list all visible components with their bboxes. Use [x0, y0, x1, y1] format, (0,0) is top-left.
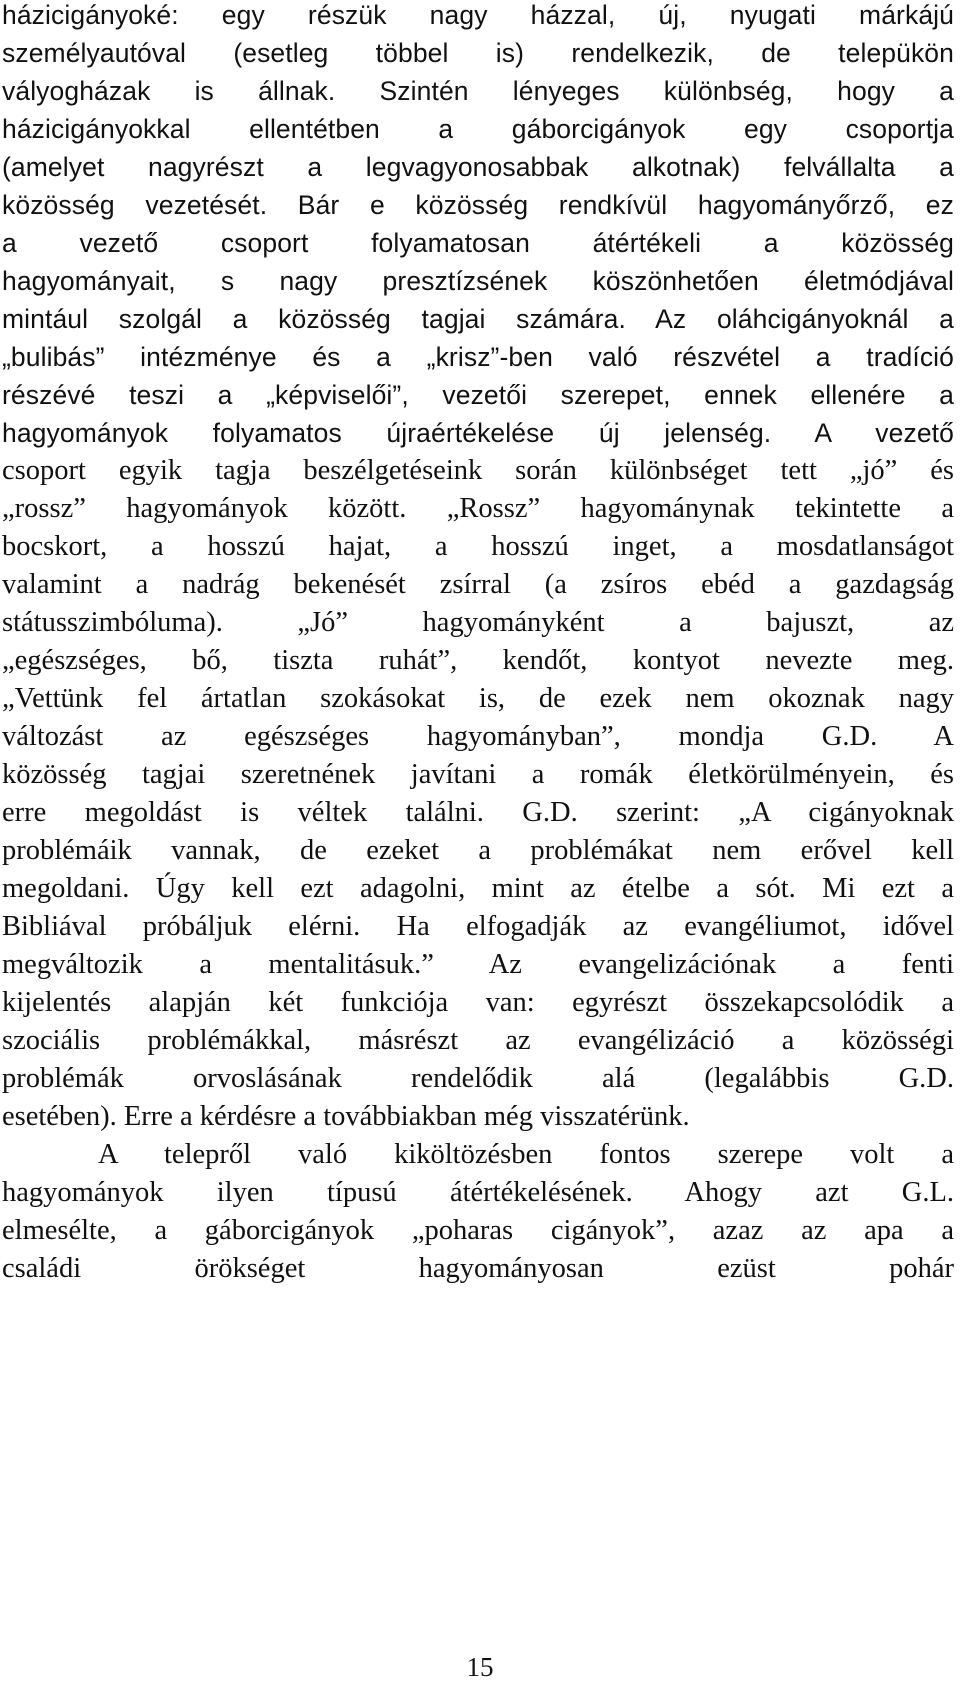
text-line: problémák orvoslásának rendelődik alá (legalábbis G.D.: [2, 1063, 954, 1094]
text-line: közösség vezetését. Bár e közösség rendkívül hagyományőrző, ez: [2, 190, 954, 220]
text-line: elmesélte, a gáborcigányok „poharas cigányok”, azaz az apa a: [2, 1215, 954, 1246]
text-line: házicigányoké: egy részük nagy házzal, új, nyugati márkájú: [2, 0, 954, 30]
text-line: „rossz” hagyományok között. „Rossz” hagyománynak tekintette a: [2, 493, 954, 524]
text-line: családi örökséget hagyományosan ezüst pohár: [2, 1253, 954, 1284]
text-line: kijelentés alapján két funkciója van: egyrészt összekapcsolódik a: [2, 987, 954, 1018]
text-line: problémáik vannak, de ezeket a problémákat nem erővel kell: [2, 835, 954, 866]
text-line: valamint a nadrág bekenését zsírral (a zsíros ebéd a gazdagság: [2, 569, 954, 600]
text-line: szociális problémákkal, másrészt az evangélizáció a közösségi: [2, 1025, 954, 1056]
text-line: vályogházak is állnak. Szintén lényeges különbség, hogy a: [2, 76, 954, 106]
text-line: hagyományok folyamatos újraértékelése új jelenség. A vezető: [2, 418, 954, 448]
text-line: hagyományok ilyen típusú átértékelésének. Ahogy azt G.L.: [2, 1177, 954, 1208]
text-line: „bulibás” intézménye és a „krisz”-ben való részvétel a tradíció: [2, 342, 954, 372]
text-line: megváltozik a mentalitásuk.” Az evangelizációnak a fenti: [2, 949, 954, 980]
text-line: személyautóval (esetleg többel is) rendelkezik, de telepükön: [2, 38, 954, 68]
text-line: (amelyet nagyrészt a legvagyonosabbak alkotnak) felvállalta a: [2, 152, 954, 182]
text-line: részévé teszi a „képviselői”, vezetői szerepet, ennek ellenére a: [2, 380, 954, 410]
text-line: „Vettünk fel ártatlan szokásokat is, de ezek nem okoznak nagy: [2, 683, 954, 714]
text-line: „egészséges, bő, tiszta ruhát”, kendőt, kontyot nevezte meg.: [2, 645, 954, 676]
text-line: státusszimbóluma). „Jó” hagyományként a bajuszt, az: [2, 607, 954, 638]
text-line: közösség tagjai szeretnének javítani a romák életkörülményein, és: [2, 759, 954, 790]
body-text: [2, 0, 954, 1288]
text-line: hagyományait, s nagy presztízsének köszönhetően életmódjával: [2, 266, 954, 296]
text-line: mintául szolgál a közösség tagjai számára. Az oláhcigányoknál a: [2, 304, 954, 334]
text-line: esetében). Erre a kérdésre a továbbiakban még visszatérünk.: [2, 1101, 690, 1132]
text-line: bocskort, a hosszú hajat, a hosszú inget, a mosdatlanságot: [2, 531, 954, 562]
paragraph-first-line: A telepről való kiköltözésben fontos szerepe volt a: [98, 1139, 954, 1170]
text-line: megoldani. Úgy kell ezt adagolni, mint az ételbe a sót. Mi ezt a: [2, 873, 954, 904]
text-line: csoport egyik tagja beszélgetéseink során különbséget tett „jó” és: [2, 455, 954, 486]
page-number: 15: [466, 1652, 494, 1682]
text-line: Bibliával próbáljuk elérni. Ha elfogadják az evangéliumot, idővel: [2, 911, 954, 942]
text-line: a vezető csoport folyamatosan átértékeli a közösség: [2, 228, 954, 258]
text-line: házicigányokkal ellentétben a gáborcigányok egy csoportja: [2, 114, 954, 144]
text-line: változást az egészséges hagyományban”, mondja G.D. A: [2, 721, 954, 752]
text-line: erre megoldást is véltek találni. G.D. szerint: „A cigányoknak: [2, 797, 954, 828]
